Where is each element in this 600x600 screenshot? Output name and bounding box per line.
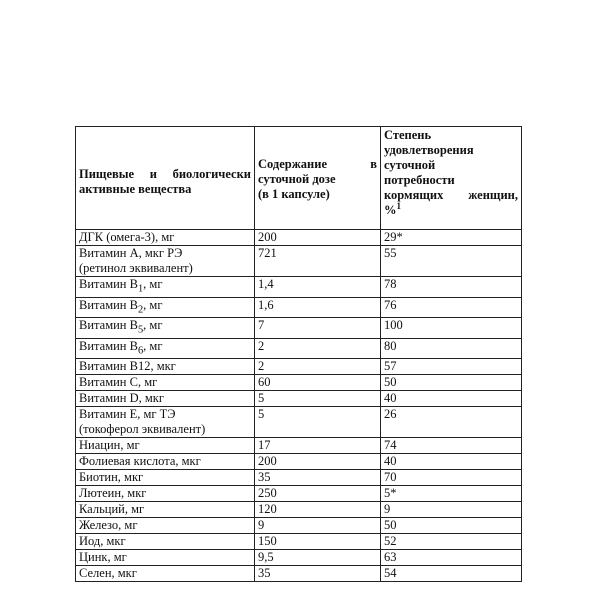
nutrient-percent-cell: 55 <box>381 246 522 277</box>
nutrient-name-cell <box>76 566 255 582</box>
header-nutrients <box>76 127 255 230</box>
nutrient-name-cell <box>76 518 255 534</box>
table-row <box>76 338 522 359</box>
nutrient-amount-cell: 7 <box>255 318 381 339</box>
nutrient-name-line-2: (ретинол эквивалент) <box>79 261 193 275</box>
nutrient-name: Витамин В <box>79 297 138 312</box>
table-row <box>76 534 522 550</box>
nutrient-percent-cell: 29* <box>381 230 522 246</box>
nutrient-name: Иод, мкг <box>79 534 126 548</box>
header-requirement-line-1: Степень <box>384 128 432 142</box>
nutrient-amount-cell: 1,6 <box>255 297 381 318</box>
nutrient-name-cell <box>76 470 255 486</box>
table-row <box>76 470 522 486</box>
nutrient-name: Витамин Е, мг ТЭ <box>79 407 176 421</box>
nutrient-name: ДГК (омега-3), мг <box>79 230 175 244</box>
table-body <box>76 230 522 582</box>
table-header <box>76 127 522 230</box>
nutrient-name-subscript: 2 <box>137 304 144 315</box>
nutrient-name-cell <box>76 502 255 518</box>
header-requirement-footnote: 1 <box>396 200 401 211</box>
nutrient-name: Железо, мг <box>79 518 138 532</box>
header-nutrients-word-2: и <box>149 167 157 181</box>
header-content-line-2: суточной дозе <box>258 171 336 186</box>
table-row <box>76 230 522 246</box>
nutrient-percent-cell: 74 <box>381 438 522 454</box>
header-requirement <box>381 127 522 230</box>
nutrient-percent-cell: 52 <box>381 534 522 550</box>
nutrient-name: Селен, мкг <box>79 566 137 580</box>
nutrient-name-cell <box>76 375 255 391</box>
header-requirement-percent: % <box>384 203 397 217</box>
nutrient-name-cell <box>76 391 255 407</box>
nutrient-amount-cell: 120 <box>255 502 381 518</box>
nutrient-name-cell <box>76 277 255 298</box>
nutrient-name-cell <box>76 359 255 375</box>
nutrient-name-cell <box>76 297 255 318</box>
nutrient-name-cell <box>76 486 255 502</box>
nutrient-amount-cell: 9 <box>255 518 381 534</box>
nutrient-amount-cell: 150 <box>255 534 381 550</box>
table-row <box>76 318 522 339</box>
nutrient-percent-cell: 100 <box>381 318 522 339</box>
nutrient-amount-cell: 721 <box>255 246 381 277</box>
nutrient-name-subscript: 1 <box>137 283 144 295</box>
table-row <box>76 550 522 566</box>
nutrient-name: Биотин, мкг <box>79 470 144 484</box>
nutrient-amount-cell: 5 <box>255 391 381 407</box>
nutrient-name-cell <box>76 230 255 246</box>
nutrient-name: Витамин В <box>79 338 138 353</box>
table-row <box>76 438 522 454</box>
nutrient-name-suffix: , мг <box>143 338 163 353</box>
header-nutrients-word-3: биологически <box>172 167 251 181</box>
nutrient-name-cell <box>76 454 255 470</box>
nutrient-percent-cell: 50 <box>381 375 522 391</box>
table-row <box>76 297 522 318</box>
header-requirement-word-b: женщин, <box>468 188 518 202</box>
nutrient-percent-cell: 76 <box>381 297 522 318</box>
nutrient-name-subscript: 6 <box>137 345 144 356</box>
nutrient-amount-cell: 35 <box>255 566 381 582</box>
nutrient-percent-cell: 40 <box>381 391 522 407</box>
table-row <box>76 486 522 502</box>
header-content-line-3: (в 1 капсуле) <box>258 186 330 201</box>
nutrient-name: Фолиевая кислота, мкг <box>79 454 201 468</box>
header-nutrients-line-2: активные вещества <box>79 182 192 196</box>
nutrient-name: Витамин А, мкг РЭ <box>79 246 183 260</box>
header-content <box>255 127 381 230</box>
header-requirement-line-2: удовлетворения <box>384 143 474 157</box>
nutrient-percent-cell: 26 <box>381 407 522 438</box>
nutrient-name: Витамин В <box>79 318 138 332</box>
nutrient-name: Витамин С, мг <box>79 375 158 389</box>
nutrient-amount-cell: 1,4 <box>255 277 381 298</box>
nutrient-percent-cell: 70 <box>381 470 522 486</box>
table-row <box>76 407 522 438</box>
table-row <box>76 277 522 298</box>
table-row <box>76 246 522 277</box>
nutrient-name-cell <box>76 550 255 566</box>
table-row <box>76 359 522 375</box>
nutrient-name: Цинк, мг <box>79 550 127 564</box>
nutrient-percent-cell: 40 <box>381 454 522 470</box>
table-row <box>76 566 522 582</box>
nutrient-amount-cell: 17 <box>255 438 381 454</box>
nutrient-percent-cell: 63 <box>381 550 522 566</box>
header-content-word-2: в <box>370 156 377 171</box>
nutrient-percent-cell: 5* <box>381 486 522 502</box>
nutrient-percent-cell: 9 <box>381 502 522 518</box>
header-requirement-line-4: потребности <box>384 173 455 187</box>
table-row <box>76 375 522 391</box>
nutrient-name: Кальций, мг <box>79 502 145 516</box>
table-row <box>76 518 522 534</box>
nutrient-name: Витамин В <box>79 277 138 291</box>
nutrient-table <box>75 126 522 582</box>
nutrient-percent-cell: 57 <box>381 359 522 375</box>
nutrient-name-suffix: , мг <box>143 297 163 312</box>
nutrient-amount-cell: 2 <box>255 359 381 375</box>
nutrient-name-suffix: , мг <box>143 277 163 291</box>
nutrient-amount-cell: 200 <box>255 454 381 470</box>
nutrient-percent-cell: 54 <box>381 566 522 582</box>
nutrient-percent-cell: 80 <box>381 338 522 359</box>
nutrient-name-cell <box>76 338 255 359</box>
nutrient-name-cell <box>76 407 255 438</box>
nutrient-percent-cell: 50 <box>381 518 522 534</box>
nutrient-amount-cell: 9,5 <box>255 550 381 566</box>
nutrient-name: Витамин D, мкг <box>79 391 164 405</box>
nutrient-amount-cell: 2 <box>255 338 381 359</box>
nutrient-amount-cell: 5 <box>255 407 381 438</box>
nutrient-name: Витамин В12, мкг <box>79 359 176 373</box>
nutrient-name-cell <box>76 318 255 339</box>
header-requirement-line-3: суточной <box>384 158 436 172</box>
nutrient-name-line-2: (токоферол эквивалент) <box>79 422 206 436</box>
nutrient-name: Ниацин, мг <box>79 438 140 452</box>
header-nutrients-word-1: Пищевые <box>79 167 135 181</box>
header-content-word-1: Содержание <box>258 156 328 171</box>
nutrient-amount-cell: 200 <box>255 230 381 246</box>
nutrient-amount-cell: 35 <box>255 470 381 486</box>
nutrient-name-cell <box>76 246 255 277</box>
nutrient-name-cell <box>76 534 255 550</box>
nutrient-name-suffix: , мг <box>143 318 163 332</box>
table-row <box>76 454 522 470</box>
nutrient-name-subscript: 5 <box>137 324 144 336</box>
nutrient-name-cell <box>76 438 255 454</box>
nutrient-percent-cell: 78 <box>381 277 522 298</box>
nutrient-name: Лютеин, мкг <box>79 486 147 500</box>
nutrient-amount-cell: 60 <box>255 375 381 391</box>
table-row <box>76 502 522 518</box>
header-row <box>76 127 522 230</box>
table-row <box>76 391 522 407</box>
header-requirement-word-a: кормящих <box>384 188 444 202</box>
header-requirement-line-6 <box>384 200 518 218</box>
nutrient-amount-cell: 250 <box>255 486 381 502</box>
